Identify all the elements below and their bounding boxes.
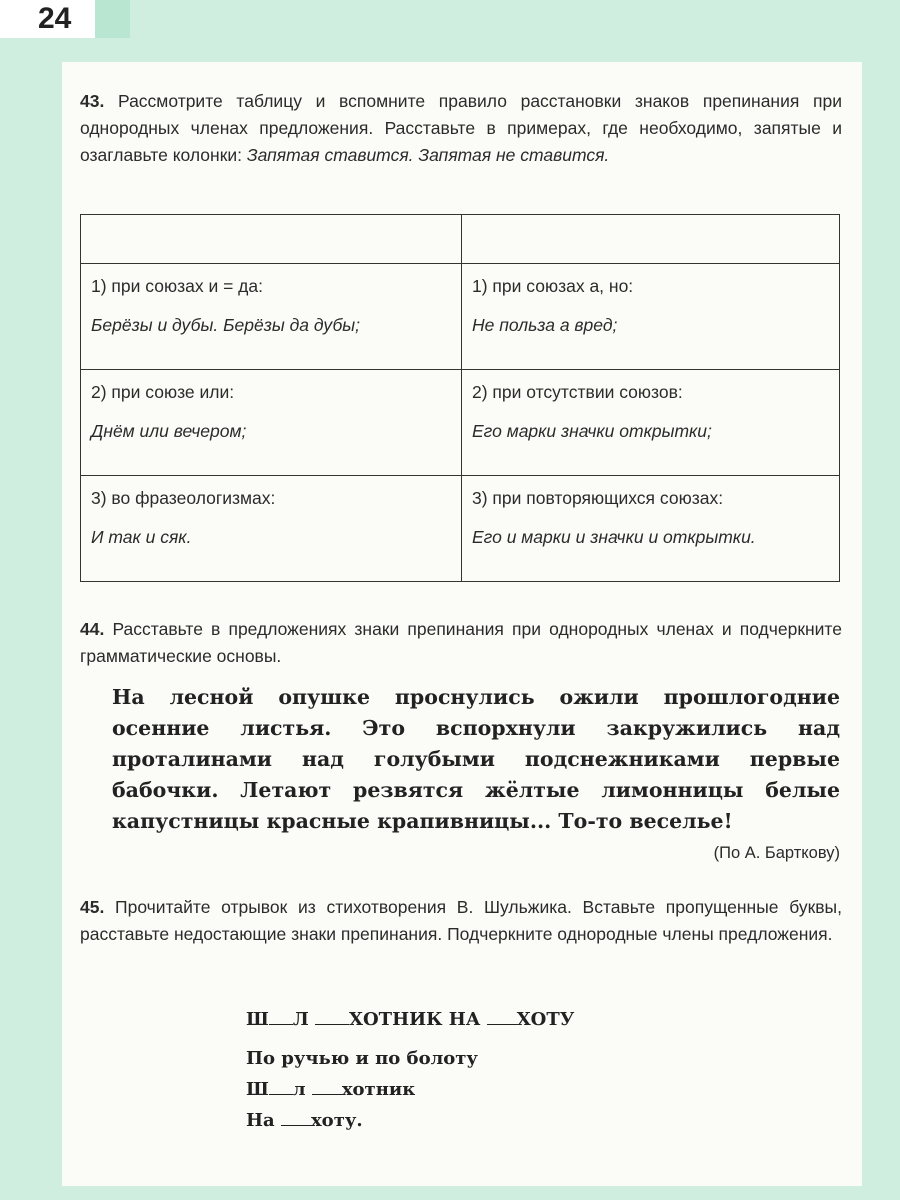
passage-author: (По А. Барткову)	[713, 844, 840, 862]
column-heading-1: Запятая ставится.	[246, 145, 414, 165]
task-45-text: Прочитайте отрывок из стихотворения В. Шульжика. Вставьте пропущенные буквы, расставьте недостающие знаки препинания. Подчеркните однородные члены предложения.	[80, 897, 842, 944]
table-row	[81, 264, 840, 370]
task-45	[80, 894, 842, 948]
table-row	[81, 476, 840, 582]
poem-text: На	[246, 1110, 275, 1131]
rule-example: Не польза а вред;	[472, 315, 618, 335]
poem-line-2: По ручью и по болоту	[246, 1048, 478, 1069]
rule-example: Днём или вечером;	[91, 421, 247, 441]
poem-text: ХОТНИК НА	[349, 1009, 481, 1030]
rule-title: 3) во фразеологизмах:	[91, 488, 276, 508]
table-cell	[81, 476, 462, 582]
header-cell-left[interactable]	[81, 215, 462, 264]
poem-text: л	[292, 1079, 306, 1100]
poem-text: ХОТУ	[516, 1009, 575, 1030]
page-number: 24	[38, 2, 72, 35]
poem-text: Ш	[246, 1009, 269, 1030]
rule-title: 2) при отсутствии союзов:	[472, 382, 683, 402]
rule-title: 1) при союзах а, но:	[472, 276, 634, 296]
task-43-text: Рассмотрите таблицу и вспомните правило расстановки знаков препинания при однородных членах предложения. Расставьте в примерах, где необходимо, запятые и озаглавьте колонки:	[80, 91, 842, 165]
task-43	[80, 88, 842, 169]
letter-blank[interactable]	[269, 1078, 293, 1095]
letter-blank[interactable]	[269, 1008, 293, 1025]
rule-title: 2) при союзе или:	[91, 382, 235, 402]
poem-line-1	[246, 1004, 574, 1035]
letter-blank[interactable]	[312, 1078, 342, 1095]
task-44-text: Расставьте в предложениях знаки препинания при однородных членах и подчеркните грамматические основы.	[80, 619, 842, 666]
poem-line-4	[246, 1105, 363, 1136]
task-44-number: 44.	[80, 619, 105, 639]
table-cell	[81, 370, 462, 476]
header-strip	[95, 0, 130, 38]
table-cell	[81, 264, 462, 370]
rule-title: 3) при повторяющихся союзах:	[472, 488, 724, 508]
table-cell	[462, 476, 840, 582]
letter-blank[interactable]	[487, 1008, 517, 1025]
table-row	[81, 370, 840, 476]
rule-example: Его марки значки открытки;	[472, 421, 712, 441]
rule-example: Берёзы и дубы. Берёзы да дубы;	[91, 315, 361, 335]
letter-blank[interactable]	[281, 1109, 311, 1126]
task-43-number: 43.	[80, 91, 105, 111]
rule-example: Его и марки и значки и открытки.	[472, 527, 756, 547]
poem-text: Л	[292, 1009, 309, 1030]
poem-text: хоту.	[310, 1110, 363, 1131]
punctuation-rules-table	[80, 214, 840, 582]
column-heading-2: Запятая не ставится.	[418, 145, 610, 165]
page-number-box	[0, 0, 95, 38]
header-cell-right[interactable]	[462, 215, 840, 264]
table-header-row	[81, 215, 840, 264]
letter-blank[interactable]	[315, 1008, 349, 1025]
poem-text: Ш	[246, 1079, 269, 1100]
task-45-number: 45.	[80, 897, 105, 917]
poem-text: хотник	[341, 1079, 416, 1100]
poem-line-3	[246, 1074, 415, 1105]
task-44	[80, 616, 842, 670]
task-44-passage[interactable]: На лесной опушке проснулись ожили прошлогодние осенние листья. Это вспорхнули закружились над проталинами над голубыми подснежниками первые бабочки. Летают резвятся жёлтые лимонницы белые капустницы красные крапивницы... То-то веселье!	[112, 685, 840, 833]
rule-example: И так и сяк.	[91, 527, 192, 547]
table-cell	[462, 264, 840, 370]
table-cell	[462, 370, 840, 476]
rule-title: 1) при союзах и = да:	[91, 276, 263, 296]
